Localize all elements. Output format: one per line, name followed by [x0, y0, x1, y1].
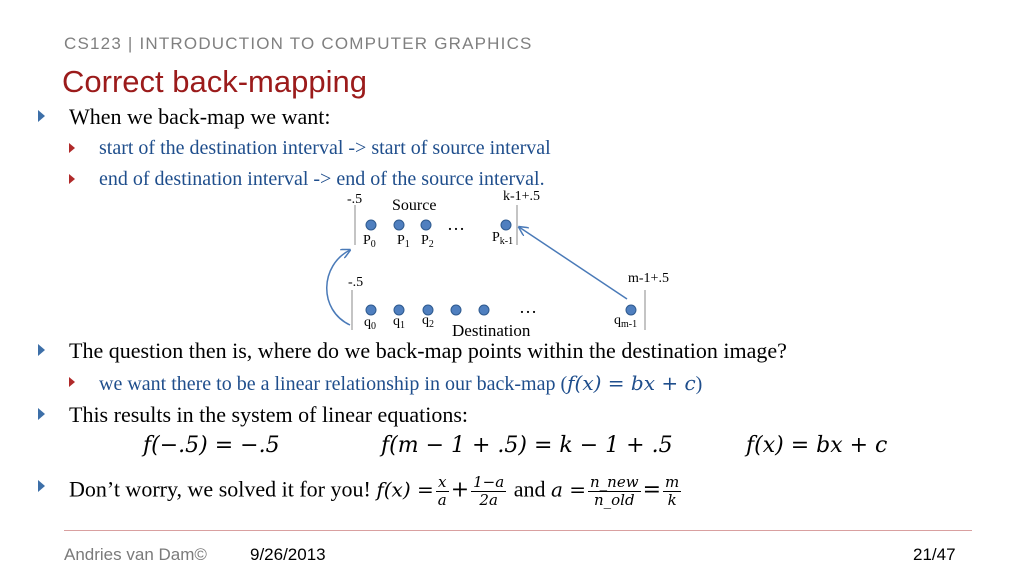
dest-point-q3: [451, 305, 461, 315]
source-ellipsis: …: [447, 214, 465, 234]
bullet-text: Don’t worry, we solved it for you! f(x) = $\frac{x}{a}$ + $\frac{1-a}{2a}$ and a = $\frac{\text{n\_new}}{\text{n\_old}}$ = $\frac{m}{k}$: [69, 473, 680, 509]
footer-date: 9/26/2013: [250, 545, 326, 564]
label-qm: $q_{m-1}$: [614, 313, 638, 330]
page-number: 21/47: [913, 545, 956, 564]
footer-divider: [64, 530, 972, 531]
dest-ellipsis: …: [519, 297, 537, 317]
equation-1: f(−.5) = −.5: [143, 433, 280, 458]
source-point-p1: [394, 220, 404, 230]
slide-title: Correct back-mapping: [62, 64, 367, 99]
label-q0: $q_0$: [364, 315, 376, 332]
label-pk: $P_{k-1}$: [492, 230, 514, 247]
sub-bullet-text: end of destination interval -> end of the source interval.: [99, 168, 545, 190]
bullet-arrow-icon: [38, 408, 45, 420]
label-p0: $P_0$: [363, 233, 376, 250]
source-point-pk: [501, 220, 511, 230]
dest-start-label: -.5: [348, 275, 364, 290]
label-p1: $P_1$: [397, 233, 410, 250]
dest-point-qm: [626, 305, 636, 315]
source-end-label: k-1+.5: [503, 189, 541, 204]
sub-bullet-arrow-icon: [69, 377, 75, 387]
label-p2: $P_2$: [421, 233, 434, 250]
dest-end-label: m-1+.5: [628, 271, 669, 286]
source-point-p0: [366, 220, 376, 230]
fraction-n-new-over-n-old: $\frac{\text{n\_new}}{\text{n\_old}}$: [590, 473, 639, 509]
destination-label: Destination: [452, 321, 531, 340]
start-mapping-arrow: [327, 250, 350, 325]
bullet-text: The question then is, where do we back-map points within the destination image?: [69, 338, 787, 363]
dest-point-q4: [479, 305, 489, 315]
source-start-label: -.5: [347, 192, 363, 207]
fraction-1-minus-a-over-2a: $\frac{1-a}{2a}$: [473, 473, 505, 509]
bullet-arrow-icon: [38, 344, 45, 356]
bullet-text: This results in the system of linear equations:: [69, 402, 468, 427]
fraction-m-over-k: $\frac{m}{k}$: [665, 473, 680, 509]
fraction-x-over-a: $\frac{x}{a}$: [437, 473, 447, 509]
end-mapping-arrow: [519, 227, 627, 299]
source-label: Source: [392, 197, 437, 214]
bullet-text: When we back-map we want:: [69, 104, 331, 129]
source-point-p2: [421, 220, 431, 230]
course-header: CS123 | INTRODUCTION TO COMPUTER GRAPHICS: [64, 34, 533, 53]
dest-point-q0: [366, 305, 376, 315]
label-q2: $q_2$: [422, 313, 434, 330]
sub-bullet-text: start of the destination interval -> start of source interval: [99, 137, 551, 159]
label-q1: $q_1$: [393, 314, 405, 331]
bullet-arrow-icon: [38, 480, 45, 492]
equation-2: f(m − 1 + .5) = k − 1 + .5: [381, 433, 673, 458]
sub-bullet-text: we want there to be a linear relationship in our back-map (f(x) = bx + c): [99, 371, 703, 395]
footer-author: Andries van Dam©: [64, 545, 207, 564]
equation-3: f(x) = bx + c: [746, 433, 888, 458]
